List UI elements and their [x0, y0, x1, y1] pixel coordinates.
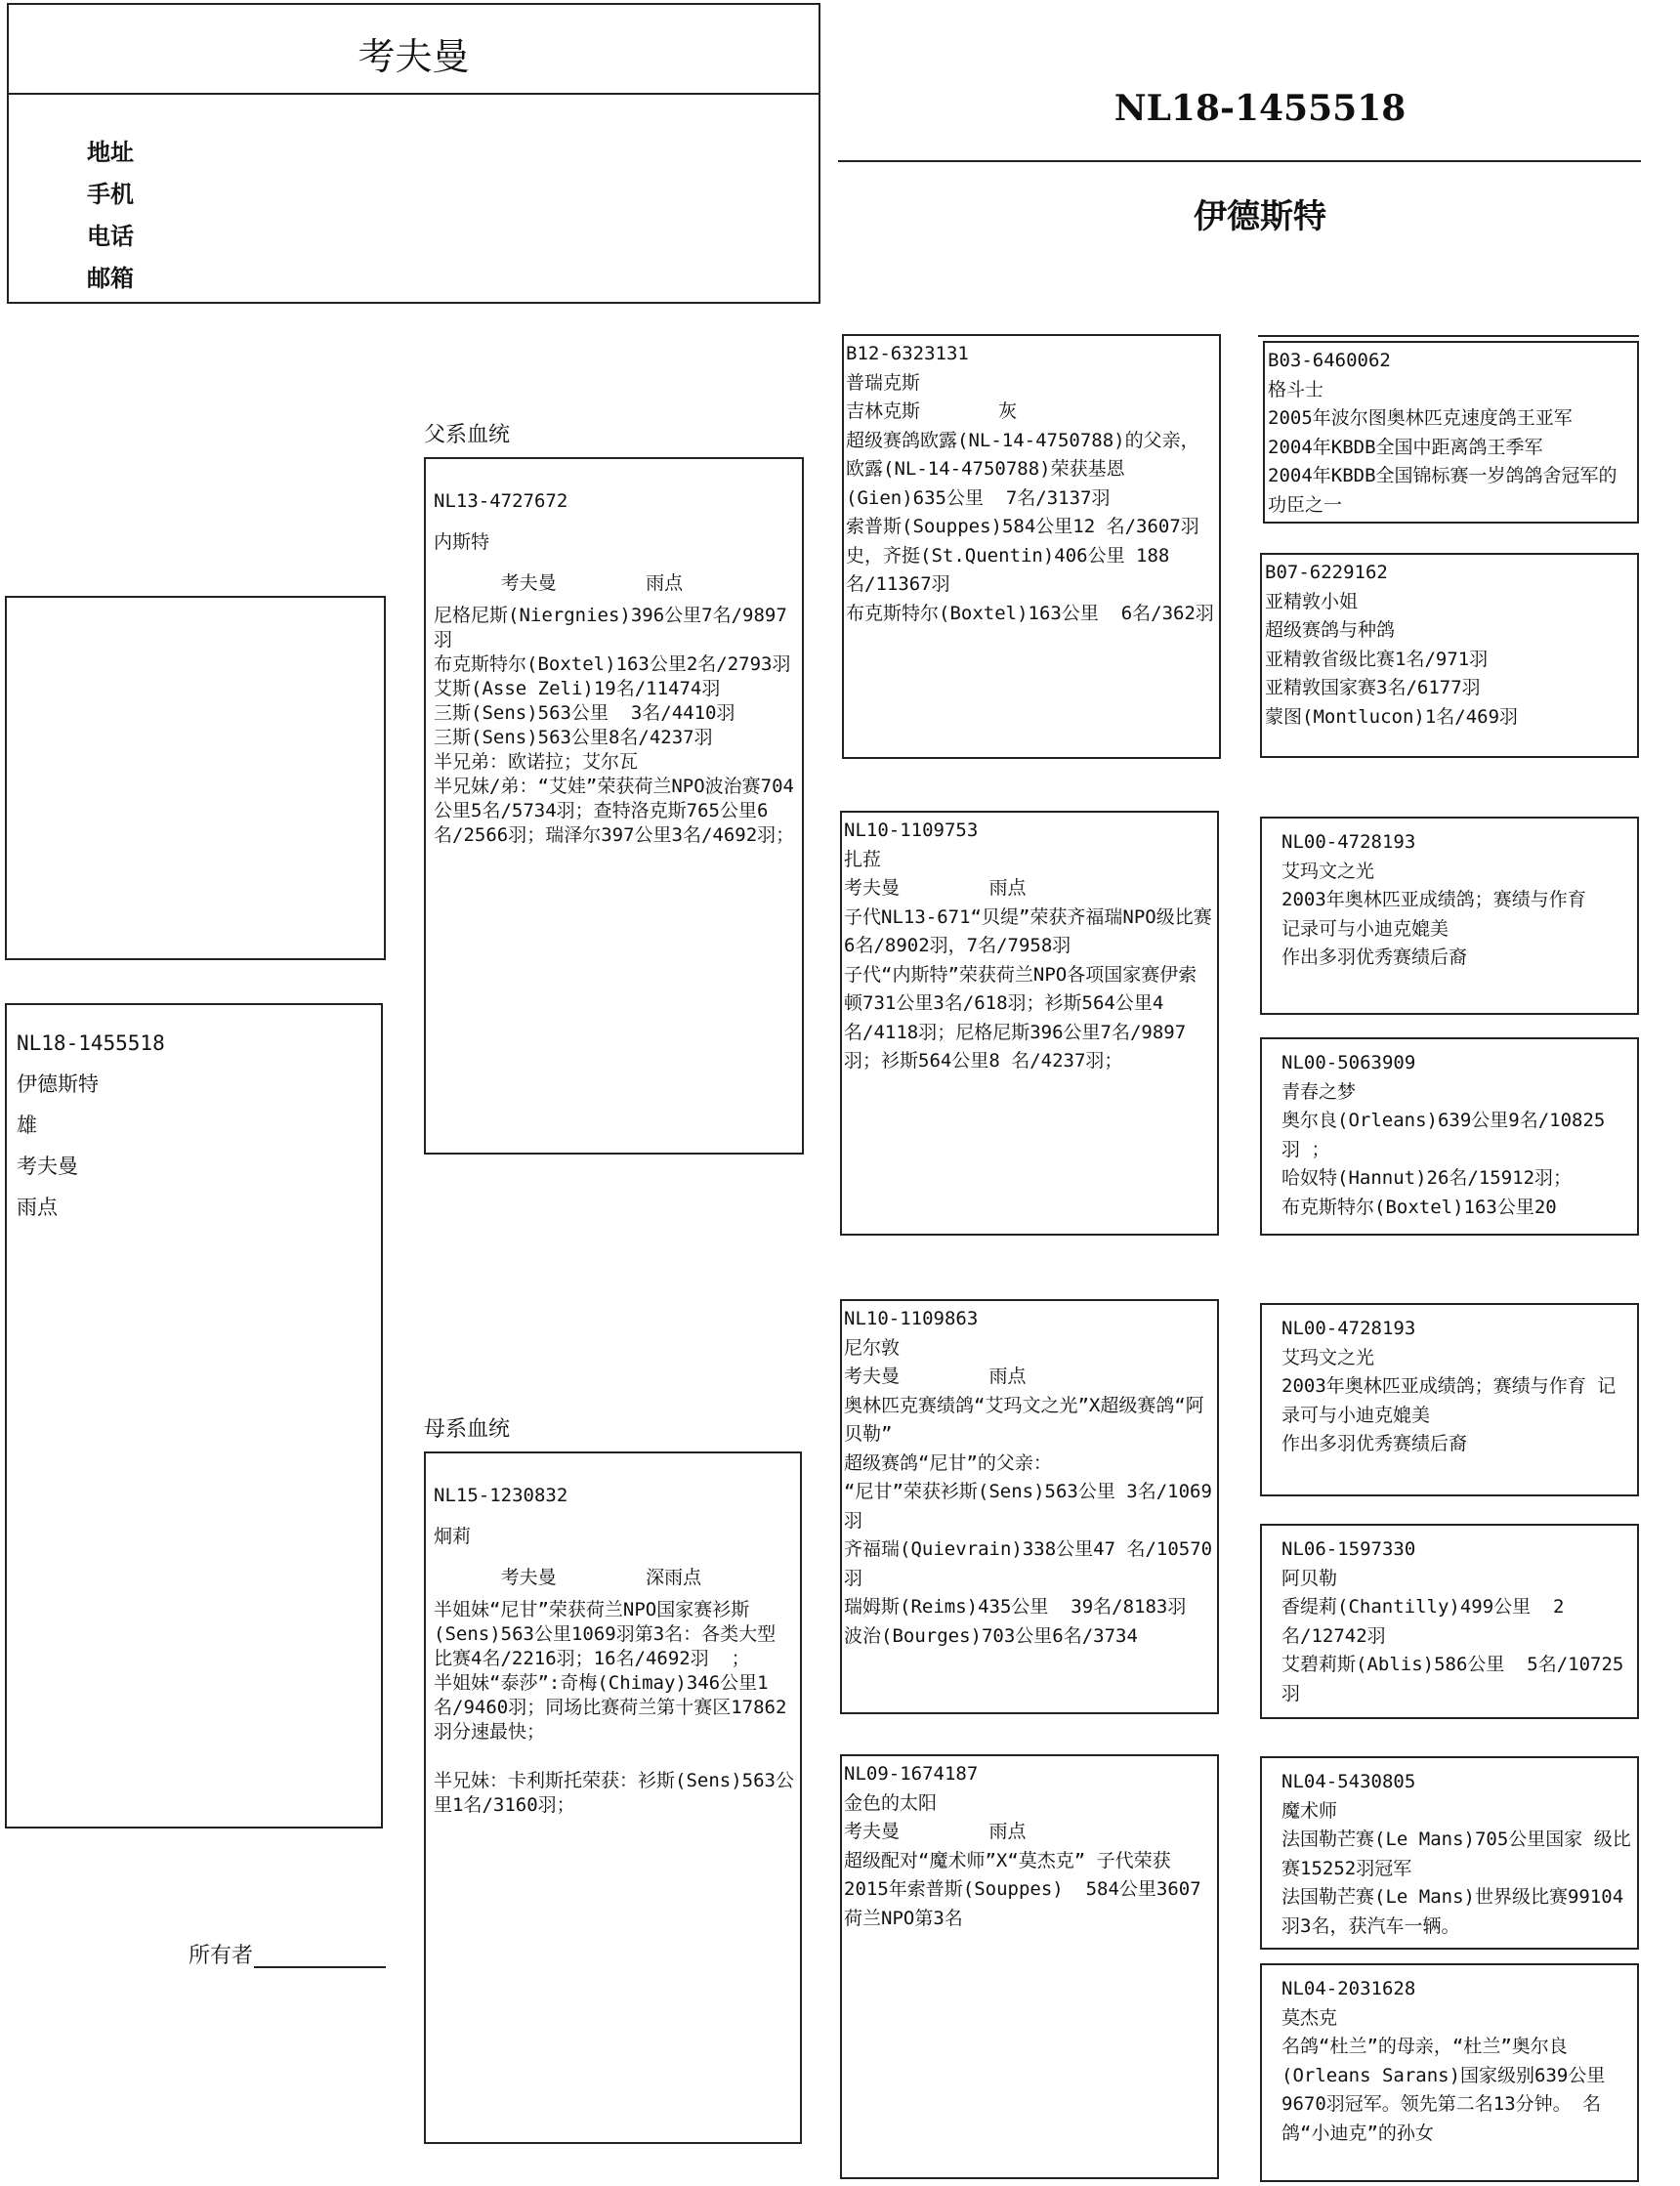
gp-line: 考夫曼 雨点 — [844, 877, 1027, 899]
ggp-line: 魔术师 — [1281, 1799, 1338, 1822]
ggp-line: 奥尔良(Orleans)639公里9名/10825 羽 ； — [1281, 1110, 1617, 1160]
ggp-line: 阿贝勒 — [1281, 1567, 1338, 1589]
loft-header-box — [7, 3, 820, 304]
sire-card — [424, 457, 804, 1155]
gp-line: 子代NL13-671“贝缇”荣获齐福瑞NPO级比赛6名/8902羽，7名/7958羽 — [844, 905, 1212, 956]
gp-line: 奥林匹克赛绩鸽“艾玛文之光”X超级赛鸽“阿贝勒” — [844, 1394, 1204, 1445]
header-ring-underline — [838, 160, 1641, 162]
loft-name: 考夫曼 — [357, 35, 470, 78]
sire-result: 布克斯特尔(Boxtel)163公里2名/2793羽 — [434, 653, 791, 675]
gp-line: 考夫曼 雨点 — [844, 1821, 1027, 1842]
subject-bloodline: 考夫曼 — [17, 1155, 78, 1178]
dam-section-label: 母系血统 — [424, 1417, 511, 1442]
ggp-line: 记录可与小迪克媲美 — [1281, 917, 1449, 940]
loft-header-divider — [9, 93, 819, 95]
ggp-line: 蒙图(Montlucon)1名/469羽 — [1265, 705, 1519, 728]
gp-line: 齐福瑞(Quievrain)338公里47 名/10570羽 — [844, 1538, 1213, 1589]
phone-label: 电话 — [87, 223, 134, 250]
ggp-dss-card — [1260, 1303, 1639, 1496]
ggp-dds-card — [1260, 1756, 1639, 1950]
email-label: 邮箱 — [87, 265, 134, 292]
gp-line: 超级赛鸽欧露(NL-14-4750788)的父亲， — [846, 429, 1199, 451]
sire-note: 半兄妹/弟：“艾娃”荣获荷兰NPO波治赛704公里5名/5734羽；查特洛克斯765公里6名/2566羽；瑞泽尔397公里3名/4692羽； — [434, 776, 795, 846]
sire-section-label: 父系血统 — [424, 423, 511, 447]
sire-bloodline: 考夫曼 雨点 — [434, 572, 684, 594]
ggp-line: 作出多羽优秀赛绩后裔 — [1281, 946, 1468, 968]
ggp-line: 法国勒芒赛(Le Mans)705公里国家 级比赛15252羽冠军 — [1281, 1829, 1631, 1879]
ggp-ddd-card — [1260, 1963, 1639, 2182]
dam-note: 半姐妹“泰莎”:奇梅(Chimay)346公里1名/9460羽；同场比赛荷兰第十赛区17862羽分速最快； — [434, 1672, 787, 1743]
gp-line: 扎菈 — [844, 848, 882, 870]
subject-sex: 雄 — [17, 1114, 37, 1137]
subject-name: 伊德斯特 — [17, 1072, 99, 1096]
gp-line: 子代“内斯特”荣获荷兰NPO各项国家赛伊索顿731公里3名/618羽；衫斯564公里4名/4118羽；尼格尼斯396公里7名/9897羽；衫斯564公里8 名/4237羽； — [844, 963, 1197, 1072]
owner-signature-line — [254, 1966, 386, 1968]
ggp-line: 青春之梦 — [1281, 1080, 1357, 1103]
sire-ring: NL13-4727672 — [434, 490, 568, 512]
ggp-sdd-card — [1260, 1037, 1639, 1236]
ggp-line: 亚精敦国家赛3名/6177羽 — [1265, 677, 1481, 698]
grandsire-sire-side-card — [842, 334, 1221, 759]
dam-note — [434, 1745, 794, 1769]
gp-line: “尼甘”荣获衫斯(Sens)563公里 3名/1069羽 — [844, 1481, 1212, 1532]
ggp-sss-card — [1263, 341, 1639, 524]
gp-line: 索普斯(Souppes)584公里12 名/3607羽 — [846, 516, 1199, 537]
granddam-sire-side-card — [840, 811, 1219, 1236]
sire-name: 内斯特 — [434, 531, 490, 553]
gp-line: 超级赛鸽“尼甘”的父亲： — [844, 1451, 1052, 1474]
subject-card — [5, 1003, 383, 1829]
ggp-dsd-card — [1260, 1524, 1639, 1719]
gp-line: 瑞姆斯(Reims)435公里 39名/8183羽 — [844, 1596, 1187, 1618]
header-ring: NL18-1455518 — [1113, 88, 1407, 129]
ggp-line: 2003年奥林匹亚成绩鸽；赛绩与作育 — [1281, 889, 1586, 910]
ggp-line: 莫杰克 — [1281, 2006, 1338, 2029]
ggp-line: 名鸽“杜兰”的母亲，“杜兰”奥尔良(Orleans Sarans)国家级别639公里9670羽冠军。领先第二名13分钟。 名鸽“小迪克”的孙女 — [1281, 2036, 1606, 2144]
gp-line: 波治(Bourges)703公里6名/3734 — [844, 1624, 1138, 1647]
ggp-line: 香缇莉(Chantilly)499公里 2名/12742羽 — [1281, 1596, 1565, 1647]
ggp-line: 2004年KBDB全国中距离鸽王季军 — [1268, 436, 1543, 458]
header-bird-name: 伊德斯特 — [1194, 197, 1326, 236]
ggp-line: 2003年奥林匹亚成绩鸽；赛绩与作育 记录可与小迪克媲美 — [1281, 1375, 1617, 1426]
ggp-line: 法国勒芒赛(Le Mans)世界级比赛99104羽3名，获汽车一辆。 — [1281, 1886, 1624, 1937]
sire-result: 三斯(Sens)563公里8名/4237羽 — [434, 727, 713, 748]
gp-line: 欧露(NL-14-4750788)荣获基恩(Gien)635公里 7名/3137羽 — [846, 458, 1125, 509]
gp-line: B12-6323131 — [846, 343, 969, 364]
gp-line: 吉林克斯 灰 — [846, 400, 1018, 422]
gp-line: 金色的太阳 — [844, 1791, 938, 1814]
grandsire-dam-side-card — [840, 1299, 1219, 1714]
owner-label: 所有者 — [189, 1944, 254, 1968]
gp-line: 超级配对“魔术师”X“莫杰克” 子代荣获2015年索普斯(Souppes) 584公里3607荷兰NPO第3名 — [844, 1849, 1201, 1929]
gp-line: 史，齐挺(St.Quentin)406公里 188名/11367羽 — [846, 544, 1170, 595]
photo-box — [5, 596, 386, 960]
ggp-line: NL00-4728193 — [1281, 1318, 1416, 1339]
granddam-dam-side-card — [840, 1754, 1219, 2179]
dam-card — [424, 1451, 802, 2144]
ggp-line: 作出多羽优秀赛绩后裔 — [1281, 1433, 1468, 1454]
ggp-line: 2005年波尔图奥林匹克速度鸽王亚军 — [1268, 407, 1573, 429]
contact-labels — [87, 132, 134, 300]
ggp-line: 艾玛文之光 — [1281, 1346, 1375, 1368]
ggp-line: NL00-5063909 — [1281, 1052, 1416, 1073]
ggp-ssd-card — [1260, 553, 1639, 758]
ggp-line: 艾碧莉斯(Ablis)586公里 5名/10725羽 — [1281, 1654, 1624, 1704]
ggp-line: 格斗士 — [1268, 378, 1324, 400]
gp-line: NL09-1674187 — [844, 1763, 979, 1785]
ggp-line: NL06-1597330 — [1281, 1538, 1416, 1560]
ggp-sds-card — [1260, 817, 1639, 1015]
gp-line: 尼尔敦 — [844, 1336, 901, 1359]
gp-line: 布克斯特尔(Boxtel)163公里 6名/362羽 — [846, 602, 1214, 624]
subject-color: 雨点 — [17, 1196, 58, 1219]
sire-result: 尼格尼斯(Niergnies)396公里7名/9897羽 — [434, 605, 787, 651]
dam-bloodline: 考夫曼 深雨点 — [434, 1567, 702, 1588]
sire-result: 三斯(Sens)563公里 3名/4410羽 — [434, 702, 735, 724]
ggp-line: B03-6460062 — [1268, 350, 1391, 371]
gp-line: NL10-1109753 — [844, 820, 979, 841]
sire-note: 半兄弟：欧诺拉；艾尔瓦 — [434, 751, 639, 773]
subject-ring: NL18-1455518 — [17, 1031, 165, 1055]
dam-ring: NL15-1230832 — [434, 1485, 568, 1506]
gp-line: 考夫曼 雨点 — [844, 1366, 1027, 1387]
ggp-line: 艾玛文之光 — [1281, 860, 1375, 882]
ggp-line: NL00-4728193 — [1281, 831, 1416, 853]
ggp-line: 2004年KBDB全国锦标赛一岁鸽鸽舍冠军的功臣之一 — [1268, 465, 1617, 516]
dam-note: 半兄妹：卡利斯托荣获：衫斯(Sens)563公里1名/3160羽； — [434, 1770, 794, 1816]
ggp-line: 超级赛鸽与种鸽 — [1265, 619, 1396, 641]
mobile-label: 手机 — [87, 181, 134, 208]
ggp-top-rule — [1258, 335, 1639, 337]
dam-note: 半姐妹“尼甘”荣获荷兰NPO国家赛衫斯(Sens)563公里1069羽第3名：各类大型比赛4名/2216羽；16名/4692羽 ； — [434, 1599, 777, 1669]
gp-line: 普瑞克斯 — [846, 371, 921, 394]
ggp-line: B07-6229162 — [1265, 562, 1388, 583]
sire-result: 艾斯(Asse Zeli)19名/11474羽 — [434, 678, 721, 699]
ggp-line: NL04-5430805 — [1281, 1771, 1416, 1792]
dam-name: 炯莉 — [434, 1526, 472, 1547]
ggp-line: 布克斯特尔(Boxtel)163公里20 — [1281, 1196, 1557, 1218]
ggp-line: 哈奴特(Hannut)26名/15912羽； — [1281, 1167, 1573, 1189]
address-label: 地址 — [87, 139, 134, 166]
gp-line: NL10-1109863 — [844, 1308, 979, 1329]
ggp-line: NL04-2031628 — [1281, 1978, 1416, 1999]
ggp-line: 亚精敦省级比赛1名/971羽 — [1265, 648, 1489, 670]
ggp-line: 亚精敦小姐 — [1265, 590, 1359, 612]
